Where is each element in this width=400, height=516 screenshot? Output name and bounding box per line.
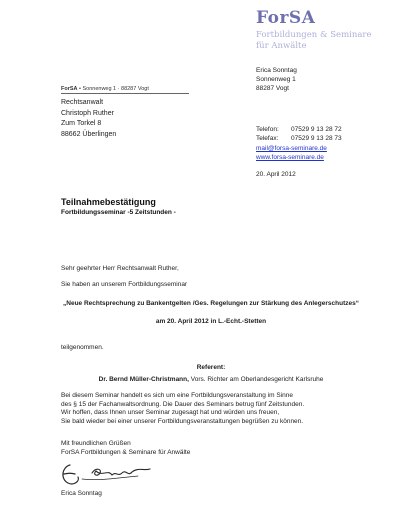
fax-row — [256, 134, 342, 143]
phone-label: Telefon: — [256, 126, 279, 133]
logo-tagline-1: Fortbildungen & Seminare — [256, 30, 372, 40]
sender-contact-block — [256, 66, 297, 93]
closing-organization: ForSA Fortbildungen & Seminare für Anwälte — [61, 448, 191, 456]
signer-name: Erica Sonntag — [61, 490, 102, 497]
contact-city: 88287 Vogt — [256, 85, 289, 92]
link-block — [256, 144, 327, 162]
closing-greeting: Mit freundlichen Grüßen — [61, 440, 131, 447]
fax-label: Telefax: — [256, 135, 279, 142]
return-address-line — [61, 86, 149, 92]
logo-tagline-2: für Anwälte — [256, 41, 307, 51]
document-title: Teilnahmebestätigung — [61, 197, 156, 207]
letter-date: 20. April 2012 — [256, 171, 296, 178]
recipient-line: Christoph Ruther — [61, 109, 114, 117]
handwritten-signature — [58, 459, 158, 489]
body-paragraph — [61, 392, 304, 426]
closing-block — [61, 440, 190, 457]
seminar-title: „Neue Rechtsprechung zu Bankentgelten /Ges. Regelungen zur Stärkung des Anlegerschutzes“ — [63, 300, 359, 307]
phone-number: 07529 9 13 28 72 — [291, 126, 342, 133]
return-address-brand: ForSA — [61, 86, 78, 92]
website-link[interactable]: www.forsa-seminare.de — [256, 154, 324, 161]
recipient-line: Zum Torkel 8 — [61, 120, 102, 127]
forsa-logo — [256, 8, 396, 56]
phone-row — [256, 125, 342, 134]
email-link[interactable]: mail@forsa-seminare.de — [256, 145, 327, 152]
phone-block — [256, 125, 342, 143]
seminar-date-place: am 20. April 2012 in L.-Echt.-Stetten — [155, 318, 267, 325]
return-address-text: • Sonnenweg 1 · 88287 Vogt — [77, 86, 149, 92]
referent-line — [61, 376, 361, 383]
recipient-line: 88662 Überlingen — [61, 130, 117, 138]
body-line: Sie bald wieder bei einer unserer Fortbildungsveranstaltungen begrüßen zu können. — [61, 417, 304, 425]
attended-text: teilgenommen. — [61, 344, 104, 351]
body-line: Wir hoffen, dass Ihnen unser Seminar zugesagt hat und würden uns freuen, — [61, 409, 280, 417]
return-address-rule — [61, 93, 189, 94]
logo-brand: ForSA — [256, 8, 316, 28]
body-line: Bei diesem Seminar handelt es sich um eine Fortbildungsveranstaltung im Sinne — [61, 392, 293, 399]
document-subtitle: Fortbildungsseminar -5 Zeitstunden - — [61, 209, 176, 216]
contact-name: Erica Sonntag — [256, 67, 297, 74]
fax-number: 07529 9 13 28 73 — [291, 135, 342, 142]
referent-role: Vors. Richter am Oberlandesgericht Karlsruhe — [188, 376, 324, 383]
referent-name: Dr. Bernd Müller-Christmann, — [98, 376, 189, 383]
body-line: des § 15 der Fachanwaltsordnung. Die Dauer des Seminars betrug fünf Zeitstunden. — [61, 400, 305, 408]
referent-label: Referent: — [196, 364, 226, 371]
contact-street: Sonnenweg 1 — [256, 76, 296, 83]
intro-text: Sie haben an unserem Fortbildungsseminar — [61, 281, 188, 288]
salutation: Sehr geehrter Herr Rechtsanwalt Ruther, — [61, 265, 179, 272]
recipient-address — [61, 98, 116, 140]
recipient-line: Rechtsanwalt — [61, 99, 104, 106]
